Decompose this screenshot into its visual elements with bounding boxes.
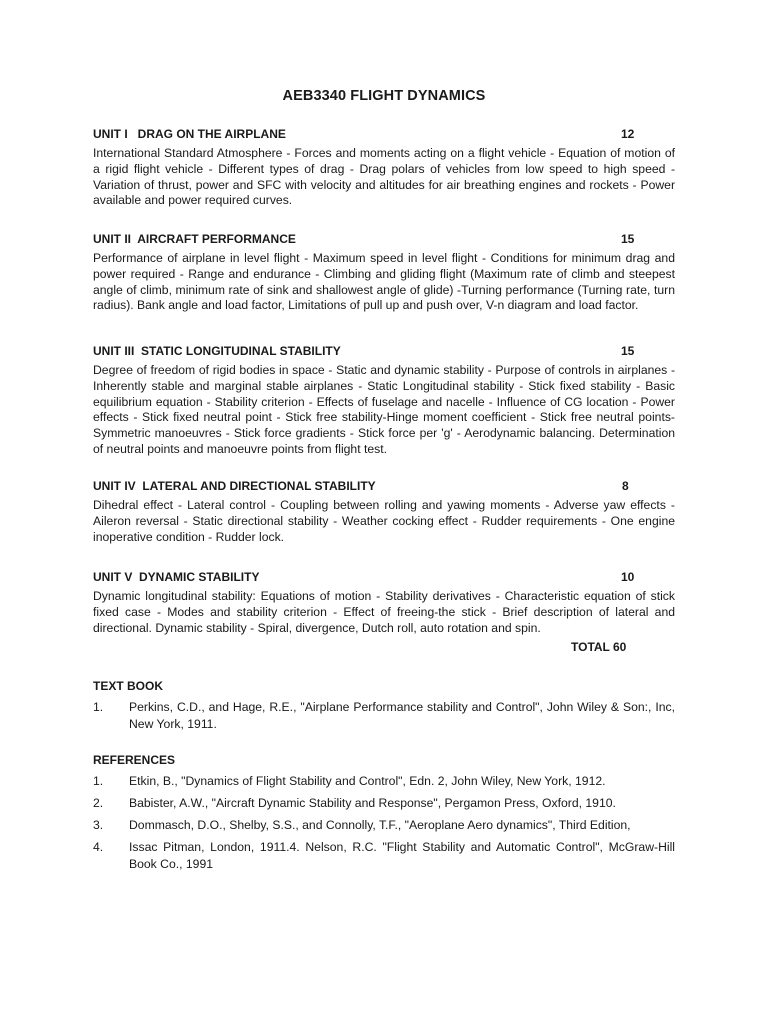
item-number: 3. [93, 818, 104, 832]
unit-description: Performance of airplane in level flight - Maximum speed in level flight - Conditions for minimum drag and power required - Range and endurance - Climbing and gliding flight (Maximum rate of climb and steepest angle of climb, minimum rate of sink and shallowest angle of glide) -Turning performance (Turning rate, turn radius). Bank angle and load factor, Limitations of pull up and push over, V-n diagram and load factor. [93, 251, 675, 313]
item-text: Perkins, C.D., and Hage, R.E., "Airplane Performance stability and Control", John Wiley & Son:, Inc, New York, 1911. [129, 700, 675, 731]
text-book-item [93, 699, 675, 732]
unit-description: Dihedral effect - Lateral control - Coupling between rolling and yawing moments - Adverse yaw effects - Aileron reversal - Static directional stability - Weather cocking effect - Rudder requirements - One engine inoperative condition - Rudder lock. [93, 498, 675, 544]
unit-3 [93, 344, 675, 458]
unit-hours: 15 [621, 344, 635, 358]
item-number: 1. [93, 700, 104, 714]
unit-description: Degree of freedom of rigid bodies in space - Static and dynamic stability - Purpose of controls in airplanes - Inherently stable and marginal stable airplanes - Static Longitudinal stability - Stick fixed stability - Basic equilibrium equation - Stability criterion - Effects of fuselage and nacelle - Influence of CG location - Power effects - Stick fixed neutral point - Stick free stability-Hinge moment coefficient - Stick free neutral points-Symmetric manoeuvres - Stick force gradients - Stick force per 'g' - Aerodynamic balancing. Determination of neutral points and manoeuvre points from flight test. [93, 363, 675, 456]
unit-description: Dynamic longitudinal stability: Equations of motion - Stability derivatives - Characteristic equation of stick fixed case - Modes and stability criterion - Effect of freeing-the stick - Brief description of lateral and directional. Dynamic stability - Spiral, divergence, Dutch roll, auto rotation and spin. [93, 589, 675, 635]
item-text: Etkin, B., "Dynamics of Flight Stability and Control", Edn. 2, John Wiley, New York, 1912. [129, 774, 606, 788]
total-hours: TOTAL 60 [571, 640, 627, 654]
unit-title: UNIT II AIRCRAFT PERFORMANCE [93, 232, 296, 246]
unit-hours: 15 [621, 232, 635, 246]
reference-item [93, 795, 675, 812]
unit-4 [93, 479, 675, 545]
unit-heading [93, 127, 675, 143]
unit-heading [93, 232, 675, 248]
unit-title: UNIT IV LATERAL AND DIRECTIONAL STABILITY [93, 479, 376, 493]
unit-5 [93, 570, 675, 636]
unit-hours: 12 [621, 127, 635, 141]
unit-hours: 10 [621, 570, 635, 584]
unit-heading [93, 479, 675, 495]
reference-item [93, 773, 675, 790]
unit-2 [93, 232, 675, 314]
reference-item [93, 817, 675, 834]
unit-hours: 8 [622, 479, 629, 493]
unit-title: UNIT III STATIC LONGITUDINAL STABILITY [93, 344, 341, 358]
item-number: 4. [93, 840, 104, 854]
item-text: Issac Pitman, London, 1911.4. Nelson, R.C. "Flight Stability and Automatic Control", McGraw-Hill Book Co., 1991 [129, 840, 675, 871]
unit-title: UNIT I DRAG ON THE AIRPLANE [93, 127, 286, 141]
references-heading: REFERENCES [93, 753, 176, 767]
item-number: 1. [93, 774, 104, 788]
reference-item [93, 839, 675, 872]
text-book-heading: TEXT BOOK [93, 679, 164, 693]
item-number: 2. [93, 796, 104, 810]
unit-1 [93, 127, 675, 209]
document-title: AEB3340 FLIGHT DYNAMICS [282, 88, 486, 104]
unit-title: UNIT V DYNAMIC STABILITY [93, 570, 260, 584]
unit-heading [93, 344, 675, 360]
item-text: Dommasch, D.O., Shelby, S.S., and Connolly, T.F., "Aeroplane Aero dynamics", Third Edition, [129, 818, 631, 832]
item-text: Babister, A.W., "Aircraft Dynamic Stability and Response", Pergamon Press, Oxford, 1910. [129, 796, 616, 810]
unit-heading [93, 570, 675, 586]
unit-description: International Standard Atmosphere - Forces and moments acting on a flight vehicle - Equation of motion of a rigid flight vehicle - Different types of drag - Drag polars of vehicles from low speed to high speed - Variation of thrust, power and SFC with velocity and altitudes for air breathing engines and rockets - Power available and power required curves. [93, 146, 675, 208]
